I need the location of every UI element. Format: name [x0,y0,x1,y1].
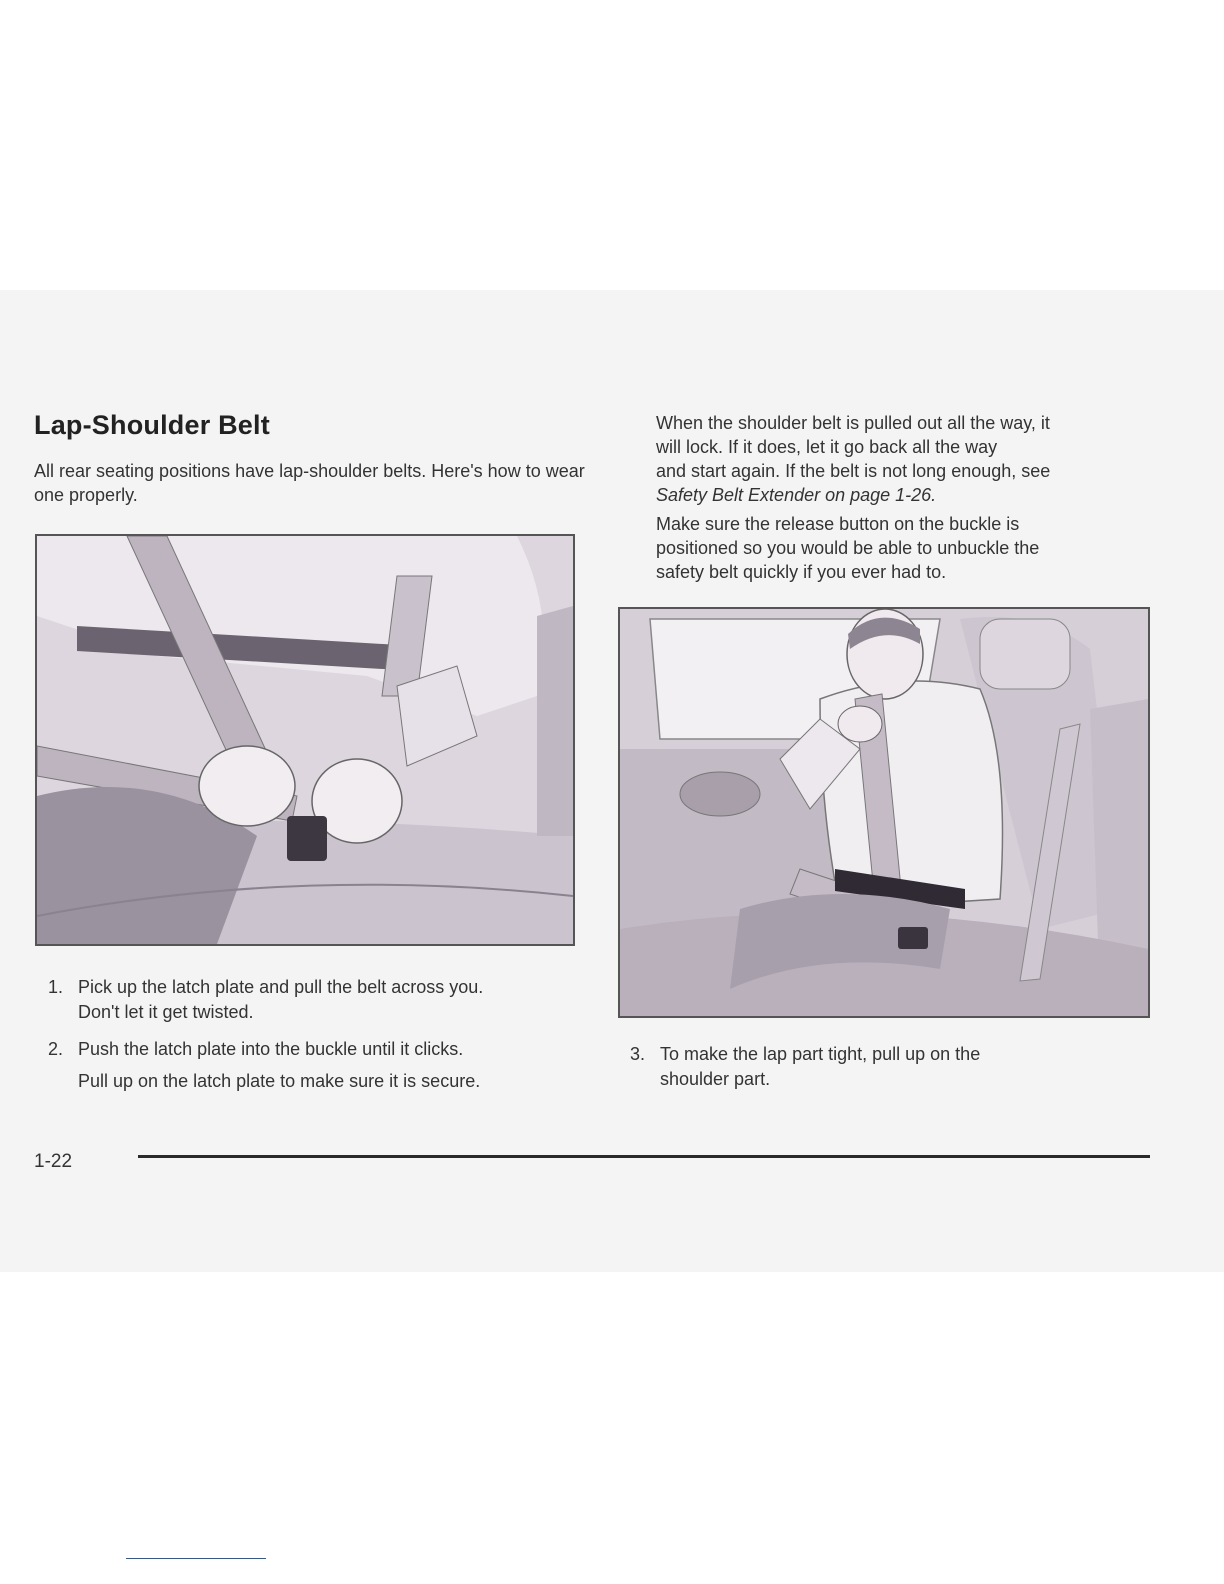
adjust-illustration [618,607,1150,1018]
step-1-number: 1. [48,977,64,997]
step-2-number: 2. [48,1039,64,1059]
step-3-number: 3. [630,1044,646,1064]
release-line-1: Make sure the release button on the buckle is [656,514,1020,534]
step-2 [48,1037,588,1062]
release-line-2: positioned so you would be able to unbuckle the [656,538,1040,558]
buckle-illustration [35,534,575,946]
step-1-text [78,975,483,1025]
lock-line-2: will lock. If it does, let it go back all the way [656,437,998,457]
extender-reference: Safety Belt Extender on page 1-26. [656,485,937,505]
release-paragraph [656,512,1146,584]
step-1-line-2: Don't let it get twisted. [78,1002,254,1022]
step-1 [48,975,588,1025]
lock-line-1: When the shoulder belt is pulled out all the way, it [656,413,1050,433]
step-3-line-1: To make the lap part tight, pull up on the [660,1044,981,1064]
lock-paragraph [656,411,1146,507]
step-3 [630,1042,1150,1092]
bottom-underline [126,1558,266,1559]
section-title: Lap-Shoulder Belt [34,410,270,440]
step-2-line-1: Push the latch plate into the buckle until it clicks. [78,1039,464,1059]
step-2-followup: Pull up on the latch plate to make sure it is secure. [78,1071,481,1091]
footer-rule [138,1155,1150,1158]
lock-line-3: and start again. If the belt is not long enough, see [656,461,1051,481]
release-line-3: safety belt quickly if you ever had to. [656,562,947,582]
page-number: 1-22 [34,1151,73,1172]
step-1-line-1: Pick up the latch plate and pull the belt across you. [78,977,484,997]
step-3-line-2: shoulder part. [660,1069,771,1089]
step-3-text [660,1042,980,1092]
intro-paragraph: All rear seating positions have lap-shoulder belts. Here's how to wear one properly. [34,461,585,505]
